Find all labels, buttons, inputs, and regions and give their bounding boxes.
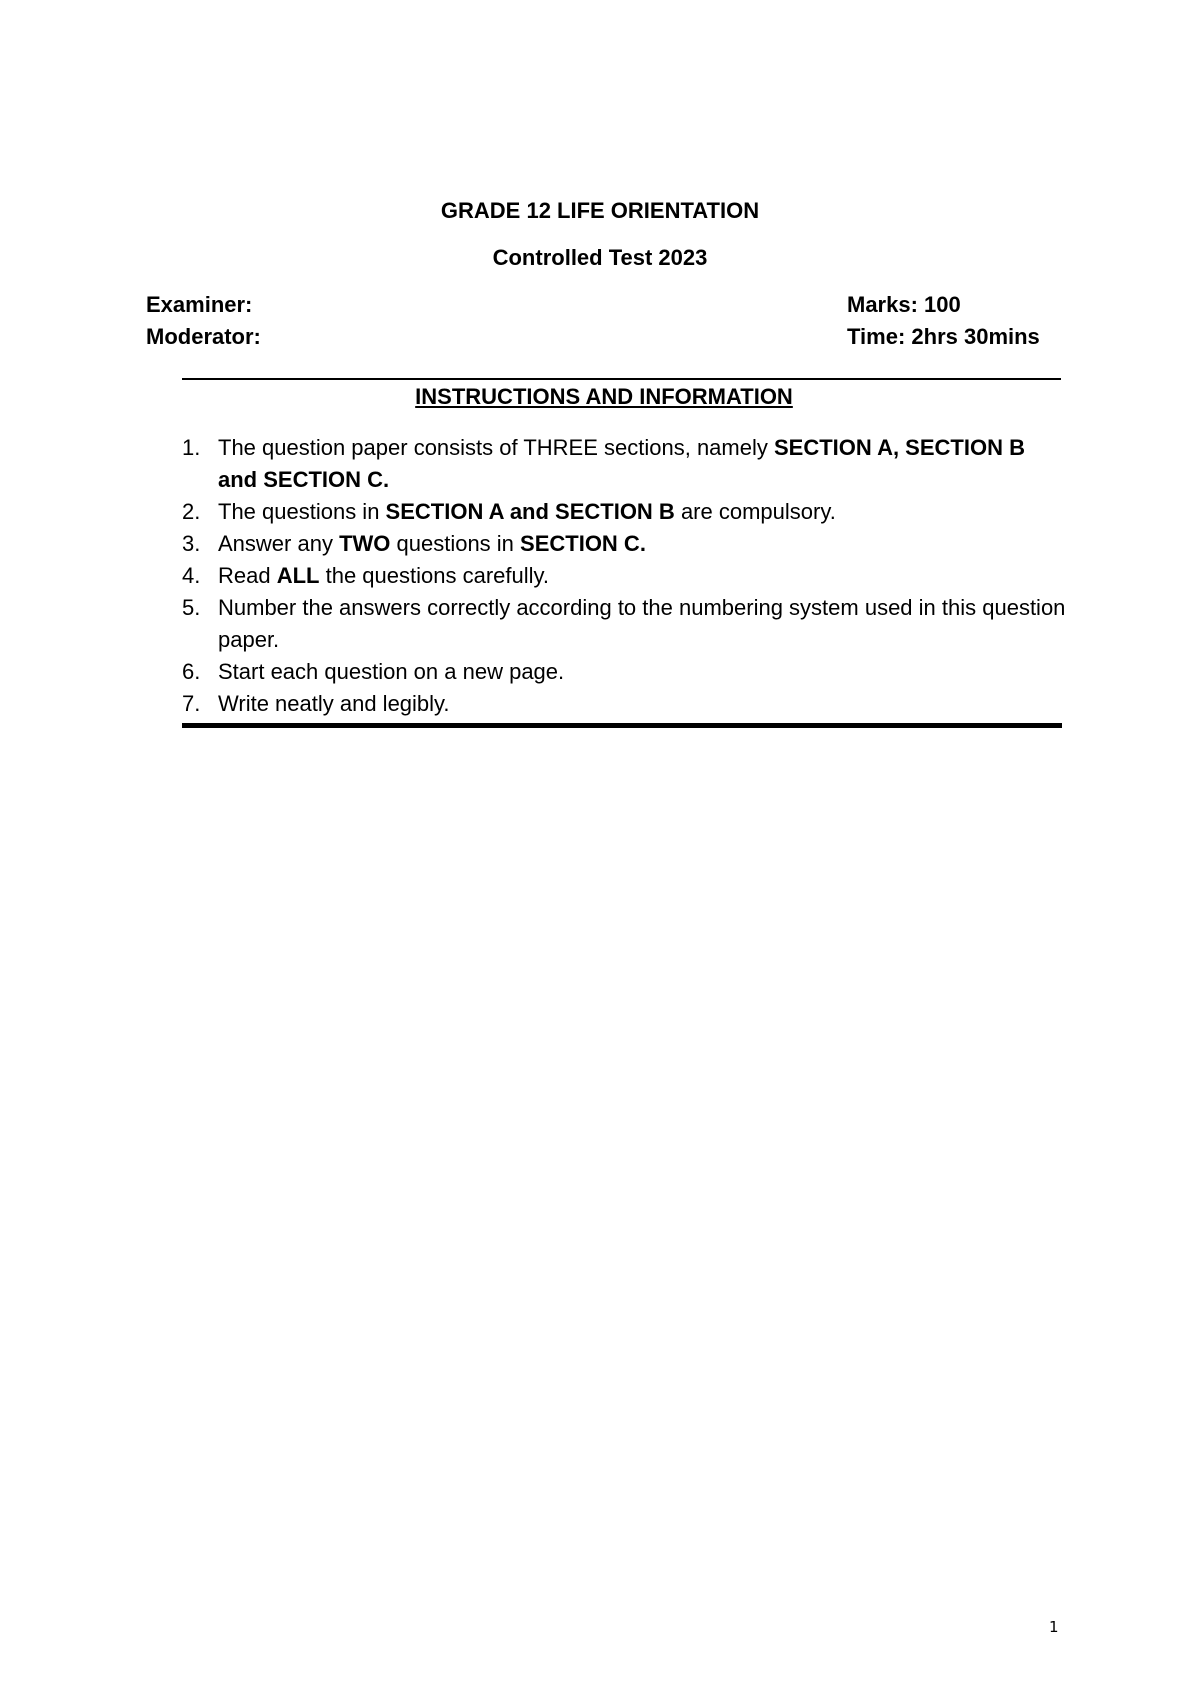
instruction-text: Start each question on a new page. bbox=[218, 659, 565, 684]
time-label: Time: 2hrs 30mins bbox=[847, 324, 1040, 349]
instructions-heading: INSTRUCTIONS AND INFORMATION bbox=[415, 384, 793, 409]
instruction-emphasis: TWO bbox=[339, 531, 391, 556]
instruction-item bbox=[182, 496, 1067, 528]
page-title: GRADE 12 LIFE ORIENTATION bbox=[440, 198, 760, 223]
page-subtitle: Controlled Test 2023 bbox=[492, 245, 708, 270]
instruction-item bbox=[182, 560, 1067, 592]
instruction-item bbox=[182, 528, 1067, 560]
staff-block bbox=[146, 289, 261, 353]
bottom-divider bbox=[182, 723, 1062, 728]
instruction-text: The question paper consists of THREE sections, namely bbox=[218, 435, 774, 460]
instruction-item bbox=[182, 656, 1067, 688]
instruction-text: Answer any bbox=[218, 531, 340, 556]
instruction-text: The questions in bbox=[218, 499, 386, 524]
marks-label: Marks: 100 bbox=[847, 292, 961, 317]
instruction-emphasis: SECTION A, SECTION B and SECTION C. bbox=[218, 435, 1025, 492]
examiner-label: Examiner: bbox=[146, 292, 253, 317]
instruction-text: are compulsory. bbox=[674, 499, 836, 524]
instruction-emphasis: ALL bbox=[276, 563, 320, 588]
instruction-text: Write neatly and legibly. bbox=[218, 691, 450, 716]
page-number: 1 bbox=[1049, 1618, 1059, 1636]
moderator-label: Moderator: bbox=[146, 324, 261, 349]
instruction-item bbox=[182, 688, 1067, 720]
instruction-number: 2. bbox=[182, 499, 201, 524]
instruction-number: 6. bbox=[182, 659, 201, 684]
instruction-number: 7. bbox=[182, 691, 201, 716]
instruction-number: 4. bbox=[182, 563, 201, 588]
instruction-text: questions in bbox=[390, 531, 521, 556]
instruction-item bbox=[182, 592, 1067, 656]
instruction-item bbox=[182, 432, 1067, 496]
instruction-text: Number the answers correctly according to the numbering system used in this question paper. bbox=[218, 595, 1066, 652]
instruction-text: Read bbox=[218, 563, 277, 588]
exam-info-block bbox=[847, 289, 1040, 353]
instruction-number: 1. bbox=[182, 435, 201, 460]
instruction-number: 3. bbox=[182, 531, 201, 556]
instruction-emphasis: SECTION A and SECTION B bbox=[385, 499, 675, 524]
top-divider bbox=[182, 378, 1061, 380]
instructions-list bbox=[182, 432, 1067, 720]
instruction-text: the questions carefully. bbox=[319, 563, 549, 588]
instruction-number: 5. bbox=[182, 595, 201, 620]
instruction-emphasis: SECTION C. bbox=[520, 531, 646, 556]
